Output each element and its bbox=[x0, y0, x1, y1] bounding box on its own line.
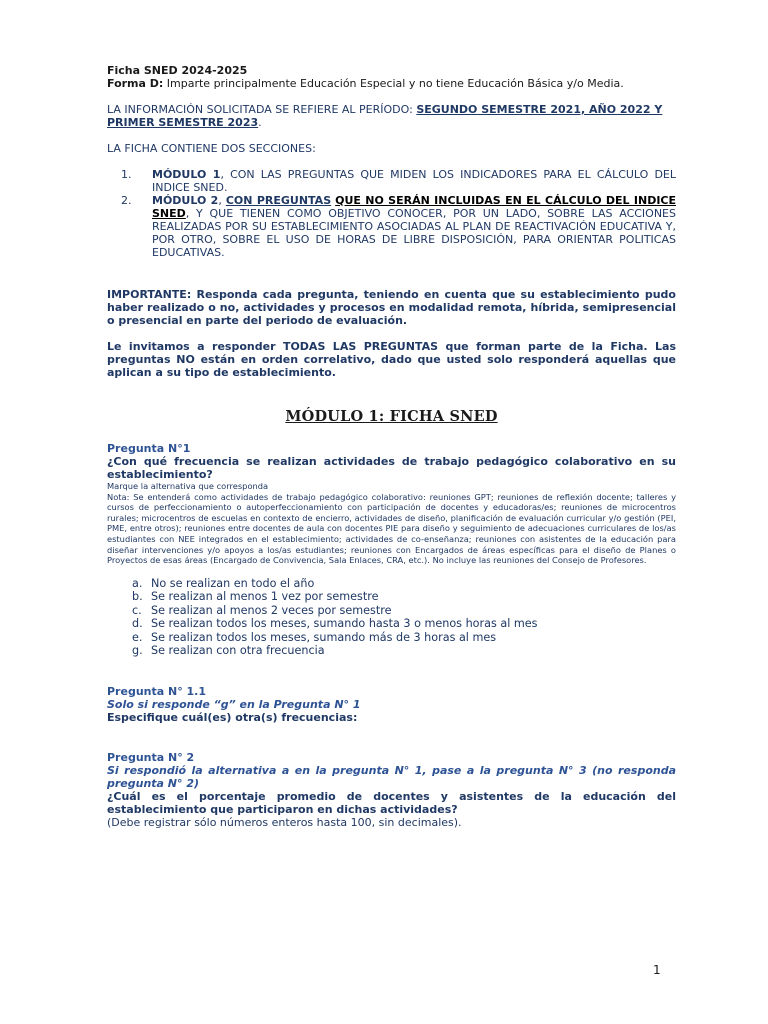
module-heading: MÓDULO 1: FICHA SNED bbox=[285, 408, 498, 425]
option-letter: b. bbox=[132, 590, 143, 604]
module-list-item bbox=[107, 194, 676, 259]
question-1-label: Pregunta N°1 bbox=[107, 442, 191, 455]
question-1-text: ¿Con qué frecuencia se realizan actividades de trabajo pedagógico colaborativo en su establecimiento? bbox=[107, 455, 676, 481]
question-2-label: Pregunta N° 2 bbox=[107, 750, 195, 764]
period-value: SEGUNDO SEMESTRE 2021, AÑO 2022 Y PRIMER SEMESTRE 2023 bbox=[107, 103, 663, 129]
period-line bbox=[107, 103, 676, 129]
invitation-note: Le invitamos a responder TODAS LAS PREGUNTAS que forman parte de la Ficha. Las preguntas NO están en orden correlativo, dado que usted solo responderá aquellas que aplican a su tipo de establecimiento. bbox=[107, 340, 676, 379]
option-letter: a. bbox=[132, 576, 143, 590]
option-text: Se realizan todos los meses, sumando más de 3 horas al mes bbox=[151, 630, 497, 644]
option-text: Se realizan al menos 2 veces por semestre bbox=[151, 603, 392, 617]
period-suffix: . bbox=[258, 116, 262, 129]
module-number: 1. bbox=[121, 168, 132, 181]
option-c[interactable] bbox=[107, 604, 676, 618]
period-prefix: LA INFORMACIÓN SOLICITADA SE REFIERE AL PERÍODO: bbox=[107, 103, 417, 116]
option-g[interactable] bbox=[107, 644, 676, 658]
option-text: Se realizan con otra frecuencia bbox=[151, 644, 325, 658]
module-list-item bbox=[107, 168, 676, 194]
module-separator: , bbox=[218, 194, 226, 207]
option-b[interactable] bbox=[107, 590, 676, 604]
option-a[interactable] bbox=[107, 577, 676, 591]
form-label: Forma D: bbox=[107, 77, 164, 90]
option-text: Se realizan al menos 1 vez por semestre bbox=[151, 590, 379, 604]
document-title: Ficha SNED 2024-2025 bbox=[107, 64, 248, 77]
module-number: 2. bbox=[121, 194, 132, 207]
module-text: , CON LAS PREGUNTAS QUE MIDEN LOS INDICADORES PARA EL CÁLCULO DEL INDICE SNED. bbox=[152, 168, 676, 194]
important-note: IMPORTANTE: Responda cada pregunta, teniendo en cuenta que su establecimiento pudo haber realizado o no, actividades y procesos en modalidad remota, híbrida, semipresencial o presencial en parte del periodo de evaluación. bbox=[107, 288, 676, 327]
module-list bbox=[107, 168, 676, 259]
option-text: No se realizan en todo el año bbox=[151, 576, 315, 590]
module-name: MÓDULO 2 bbox=[152, 194, 219, 207]
question-2-condition: Si respondió la alternativa a en la pregunta N° 1, pase a la pregunta N° 3 (no responda pregunta N° 2) bbox=[107, 763, 676, 790]
document-content bbox=[107, 64, 676, 829]
form-text: Imparte principalmente Educación Especial y no tiene Educación Básica y/o Media. bbox=[163, 77, 624, 90]
question-2-hint: (Debe registrar sólo números enteros hasta 100, sin decimales). bbox=[107, 815, 462, 829]
question-1-instruction: Marque la alternativa que corresponda bbox=[107, 481, 269, 491]
option-letter: e. bbox=[132, 630, 143, 644]
question-1-note: Nota: Se entenderá como actividades de trabajo pedagógico colaborativo: reuniones GPT; reuniones de reflexión docente; talleres y cursos de perfeccionamiento o autoperfeccionamiento con participación de docentes y educadoras/es; reuniones de microcentros rurales; microcentros de escuelas en contexto de encierro, actividades de diseño, planificación de evaluación curricular y/o gestión (PEI, PME, entre otros); reuniones entre docentes de aula con docentes PIE para diseño y seguimiento de adecuaciones curriculares de los/as estudiantes con NEE integrados en el establecimiento; actividades de co-enseñanza; reuniones con asistentes de la educación para diseñar intervenciones y/o apoyos a los/as estudiantes; reuniones con Encargados de áreas específicas para el diseño de Planes o Proyectos de esas áreas (Encargado de Convivencia, Sala Enlaces, CRA, etc.). No incluye las reuniones del Consejo de Profesores. bbox=[107, 491, 676, 566]
question-2-text: ¿Cuál es el porcentaje promedio de docentes y asistentes de la educación del establecimiento que participaron en dichas actividades? bbox=[107, 789, 676, 816]
form-line bbox=[107, 77, 676, 90]
question-1-1-text: Especifique cuál(es) otra(s) frecuencias: bbox=[107, 710, 358, 724]
module-underlined-1: CON PREGUNTAS bbox=[225, 194, 332, 207]
option-letter: d. bbox=[132, 617, 143, 631]
option-letter: g. bbox=[132, 644, 143, 658]
option-text: Se realizan todos los meses, sumando hasta 3 o menos horas al mes bbox=[151, 617, 538, 631]
question-1-1-condition: Solo si responde “g” en la Pregunta N° 1 bbox=[107, 697, 361, 711]
option-letter: c. bbox=[132, 603, 142, 617]
question-1-options bbox=[107, 577, 676, 658]
question-1-1-label: Pregunta N° 1.1 bbox=[107, 684, 207, 698]
option-e[interactable] bbox=[107, 631, 676, 645]
module-text: , Y QUE TIENEN COMO OBJETIVO CONOCER, POR UN LADO, SOBRE LAS ACCIONES REALIZADAS POR SU ESTABLECIMIENTO ASOCIADAS AL PLAN DE REACTIVACIÓN EDUCATIVA Y, POR OTRO, SOBRE EL USO DE HORAS DE LIBRE DISPOSICIÓN, PARA ORIENTAR POLITICAS EDUCATIVAS. bbox=[152, 207, 676, 259]
module-underlined-2: QUE NO SERÁN INCLUIDAS EN EL CÁLCULO DEL INDICE SNED bbox=[152, 194, 677, 220]
page-number: 1 bbox=[653, 963, 661, 977]
option-d[interactable] bbox=[107, 617, 676, 631]
sections-intro: LA FICHA CONTIENE DOS SECCIONES: bbox=[107, 142, 316, 155]
module-name: MÓDULO 1 bbox=[152, 168, 221, 181]
